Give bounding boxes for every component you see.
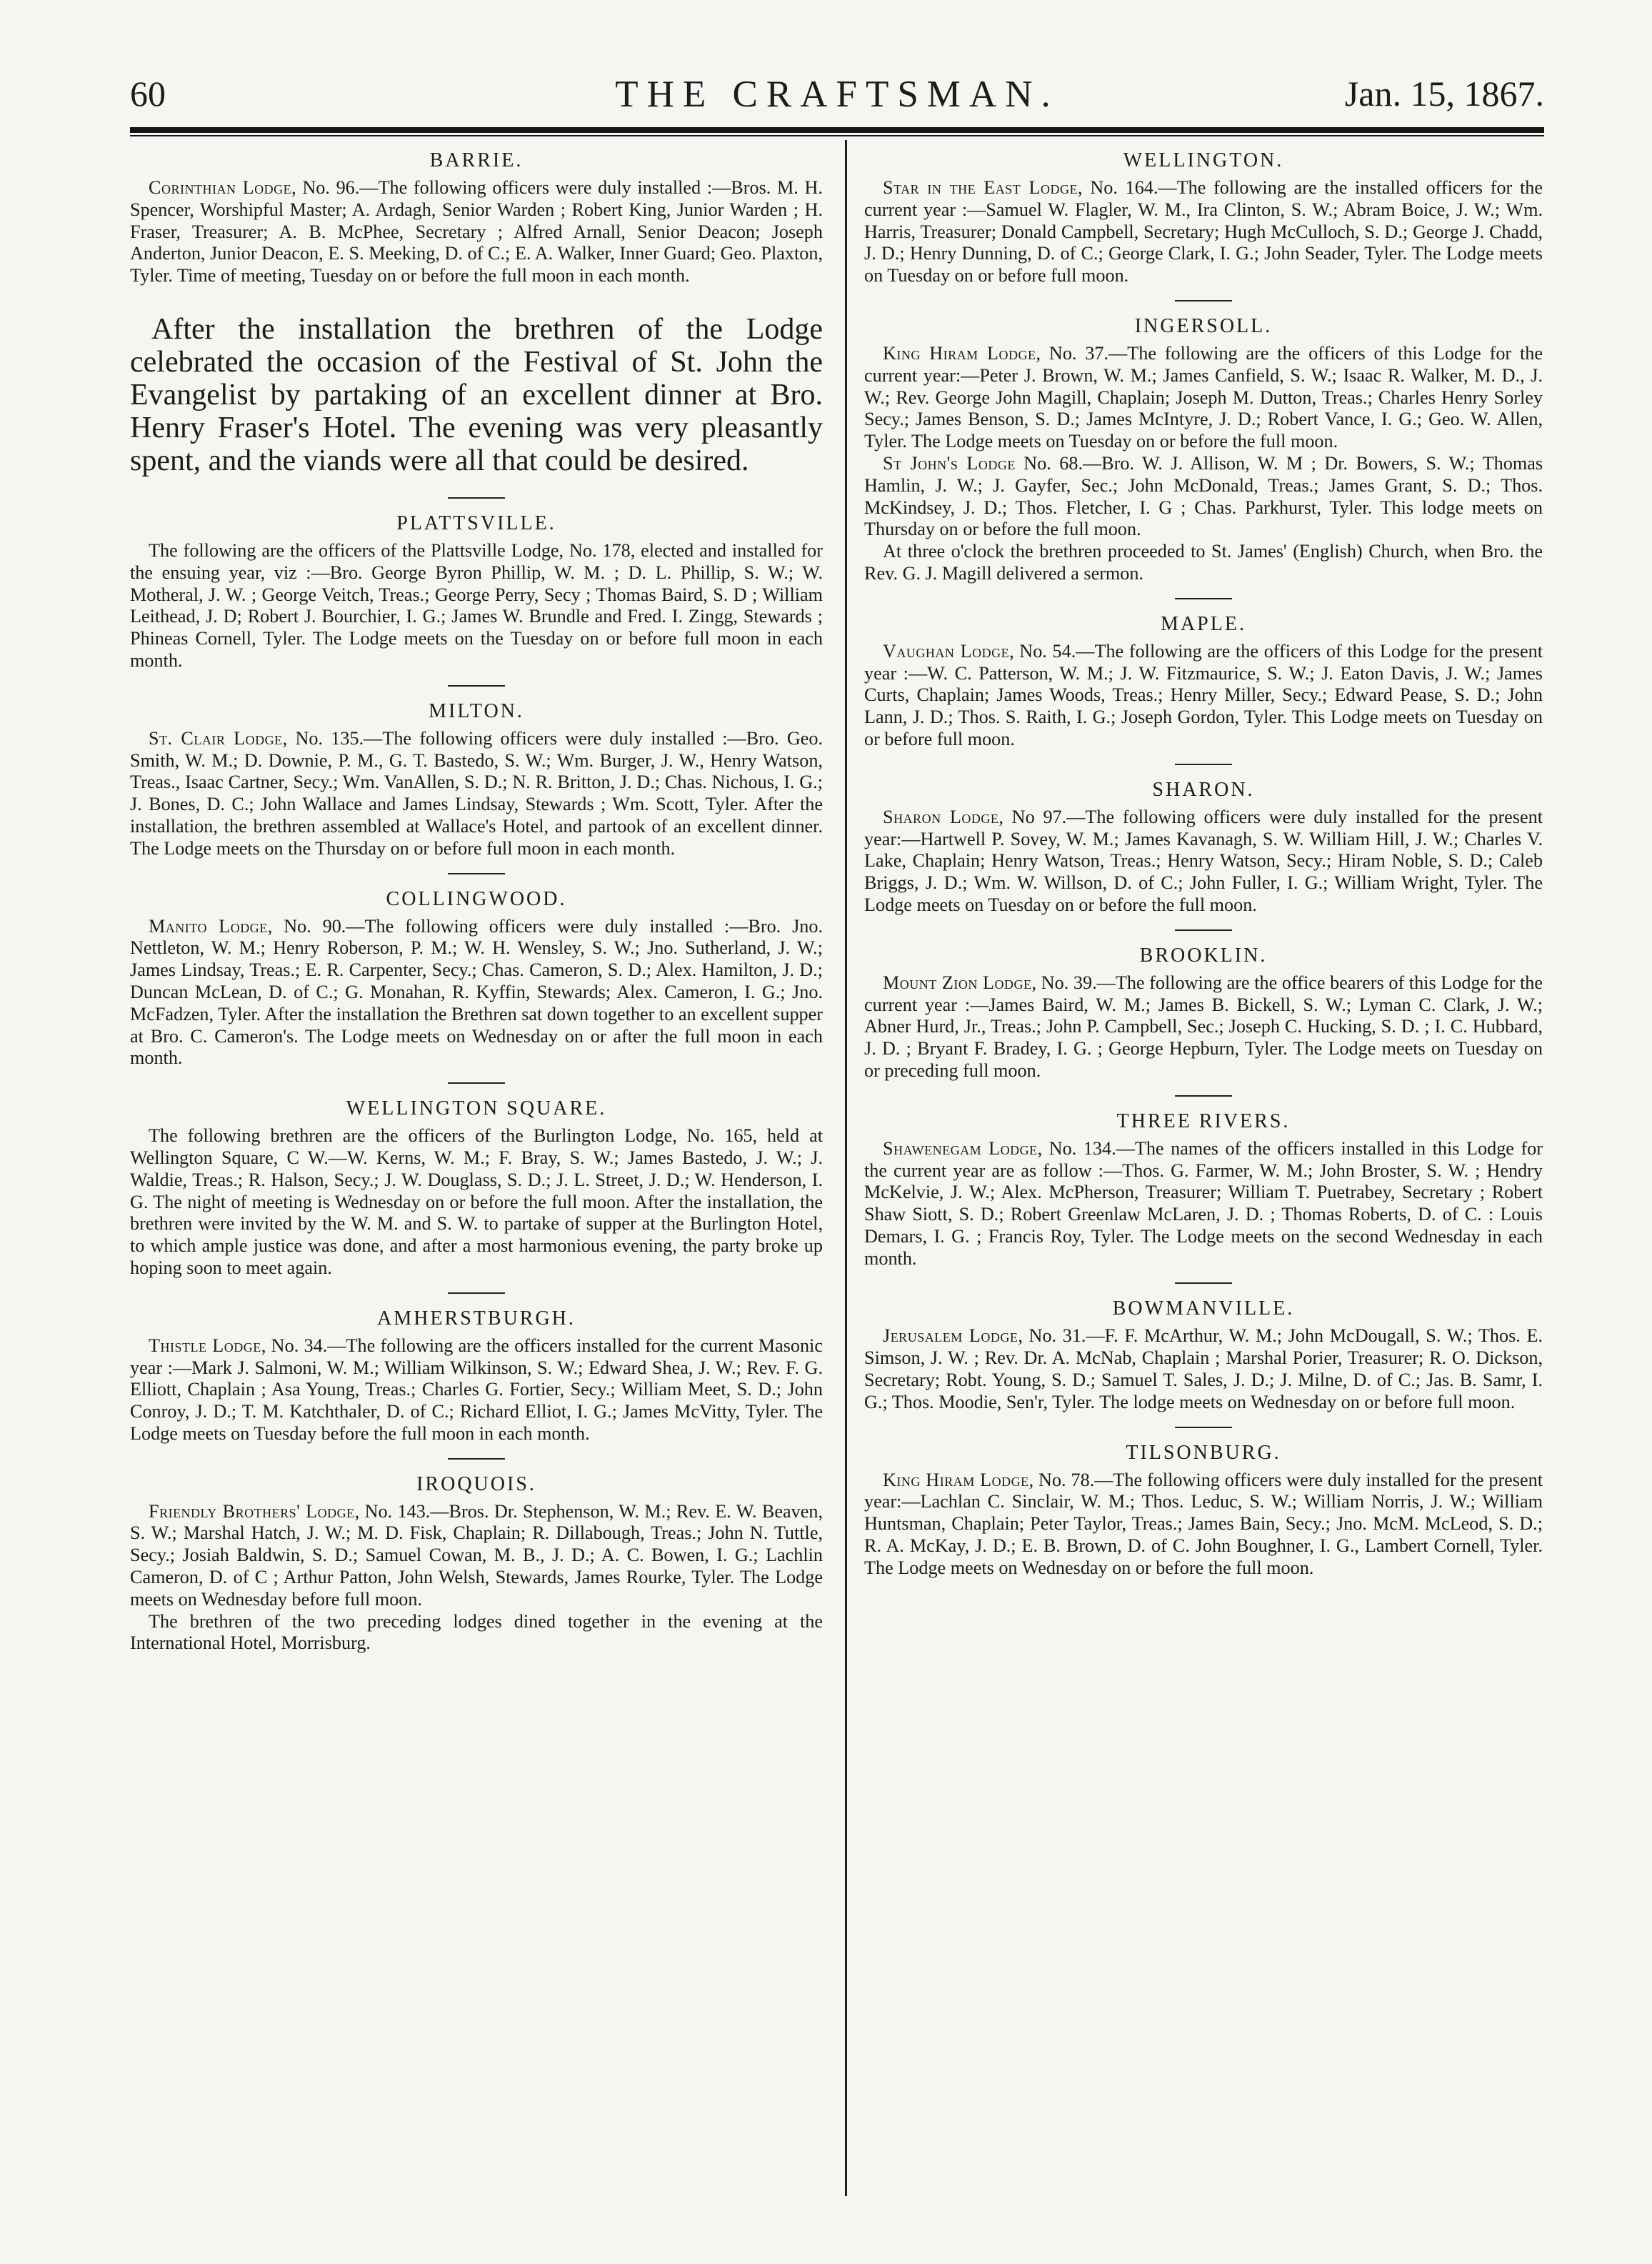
lodge-name: Corinthian Lodge [149, 177, 292, 198]
section-divider [1175, 764, 1232, 765]
paragraph-text: , No. 37.—The following are the officers of this Lodge for the current year:—Peter J. Brown, W. M.; James Canfield, S. W.; Isaac R. Walker, M. D., J. W.; Rev. George John Magill, Chaplain; Joseph M. Dutton, Treas.; Charles Henry Sorley Secy.; James Benson, S. D.; James McIntyre, J. D.; Robert Vance, I. G.; Geo. W. Allen, Tyler. The Lodge meets on Tuesday on or before the full moon. [864, 342, 1543, 452]
paragraph-text: , No. 31.—F. F. McArthur, W. M.; John McDougall, S. W.; Thos. E. Simson, J. W. ; Rev. Dr. A. McNab, Chaplain ; Marshal Porier, Treasurer; R. O. Dickson, Secretary; Robt. Young, S. D.; Samuel T. Sales, J. D.; J. Milne, D. of C.; Jas. B. Samr, I. G.; Thos. Moodie, Sen'r, Tyler. The lodge meets on Wednesday on or before full moon. [864, 1325, 1543, 1412]
article-paragraph [130, 540, 823, 672]
section-heading: AMHERSTBURGH. [377, 1307, 576, 1330]
lodge-name: King Hiram Lodge [883, 1469, 1029, 1490]
article-section [864, 1297, 1543, 1413]
section-heading: COLLINGWOOD. [386, 887, 567, 910]
article-paragraph [130, 1501, 823, 1611]
article-paragraph [130, 177, 823, 287]
article-paragraph [864, 541, 1543, 585]
paragraph-text: At three o'clock the brethren proceeded to St. James' (English) Church, when Bro. the Rev. G. J. Magill delivered a sermon. [864, 541, 1543, 584]
lodge-name: St. Clair Lodge [149, 727, 283, 749]
lodge-name: Jerusalem Lodge [883, 1325, 1018, 1347]
section-divider [1175, 929, 1232, 931]
section-divider [448, 1458, 505, 1460]
section-divider [448, 685, 505, 687]
paragraph-text: , No. 54.—The following are the officers of this Lodge for the present year :—W. C. Patterson, W. M.; J. W. Fitzmaurice, S. W.; J. Eaton Davis, J. W.; James Curts, Chaplain; James Woods, Treas.; Henry Miller, Secy.; Edward Pease, S. D.; John Lann, J. D.; Thos. S. Raith, I. G.; Joseph Gordon, Tyler. This Lodge meets on Tuesday on or before full moon. [864, 640, 1543, 749]
lodge-name: Star in the East Lodge [883, 177, 1078, 198]
header-rule-thick [130, 127, 1544, 133]
section-heading: SHARON. [1152, 778, 1255, 801]
lodge-name: Manito Lodge [149, 915, 268, 937]
article-section [130, 512, 823, 672]
article-section [130, 1307, 823, 1445]
section-divider [448, 1292, 505, 1294]
article-section [864, 778, 1543, 917]
paragraph-text: , No. 39.—The following are the office bearers of this Lodge for the current year :—James Baird, W. M.; James B. Bickell, S. W.; Lyman C. Clark, J. W.; Abner Hurd, Jr., Treas.; John P. Campbell, Sec.; Joseph C. Hucking, S. D. ; I. C. Hubbard, J. D. ; Bryant F. Bradey, I. G. ; George Hepburn, Tyler. The Lodge meets on Tuesday on or preceding full moon. [864, 972, 1543, 1081]
lodge-name: St John's Lodge [883, 452, 1016, 474]
section-divider [448, 1082, 505, 1084]
section-divider [1175, 1095, 1232, 1097]
article-section [864, 944, 1543, 1082]
section-heading: MILTON. [429, 699, 524, 722]
paragraph-text: The brethren of the two preceding lodges dined together in the evening at the International Hotel, Morrisburg. [130, 1610, 823, 1654]
article-paragraph [130, 1611, 823, 1655]
article-section [864, 612, 1543, 751]
publication-title: THE CRAFTSMAN. [615, 74, 1059, 115]
paragraph-text: , No. 135.—The following officers were duly installed :—Bro. Geo. Smith, W. M.; D. Downie, P. M., G. T. Bastedo, S. W.; Wm. Burger, J. W., Henry Watson, Treas., Isaac Cartner, Secy.; Wm. VanAllen, S. D.; N. R. Britton, J. D.; Chas. Nichous, I. G.; J. Bones, D. C.; John Wallace and James Lindsay, Stewards ; Wm. Scott, Tyler. After the installation, the brethren assembled at Wallace's Hotel, and partook of an excellent dinner. The Lodge meets on the Thursday on or before full moon in each month. [130, 727, 823, 859]
article-paragraph [864, 1138, 1543, 1270]
article-section [864, 314, 1543, 585]
section-divider [448, 873, 505, 874]
article-section [130, 149, 823, 477]
large-print-paragraph: After the installation the brethren of the Lodge celebrated the occasion of the Festival of St. John the Evangelist by partaking of an excellent dinner at Bro. Henry Fraser's Hotel. The evening was very pleasantly spent, and the viands were all that could be desired. [130, 312, 823, 477]
section-divider [1175, 1282, 1232, 1284]
article-paragraph [864, 641, 1543, 751]
article-paragraph [130, 728, 823, 860]
section-divider [448, 497, 505, 499]
section-heading: WELLINGTON. [1123, 149, 1284, 171]
page-number: 60 [130, 74, 166, 114]
lodge-name: Sharon Lodge [883, 806, 999, 827]
lodge-name: Friendly Brothers' Lodge [149, 1500, 355, 1522]
article-paragraph [864, 343, 1543, 453]
paragraph-text: , No. 90.—The following officers were duly installed :—Bro. Jno. Nettleton, W. M.; Henry Roberson, P. M.; W. H. Wensley, S. W.; Jno. Sutherland, J. W.; James Lindsay, Treas.; E. R. Carpenter, Secy.; Chas. Cameron, S. D.; Alex. Hamilton, J. D.; Duncan McLean, D. of C.; G. Monahan, R. Kyffin, Stewards; Alex. Cameron, I. G.; Jno. McFadzen, Tyler. After the installation the Brethren sat down together to an excellent supper at Bro. C. Cameron's. The Lodge meets on Wednesday on or after the full moon in each month. [130, 915, 823, 1069]
article-paragraph [864, 972, 1543, 1082]
paragraph-text: No. 68.—Bro. W. J. Allison, W. M ; Dr. Bowers, S. W.; Thomas Hamlin, J. W.; J. Gayfer, Sec.; John McDonald, Treas.; James Grant, S. D.; Thos. McKindsey, J. D.; Thos. Fletcher, I. G ; Chas. Parkhurst, Tyler. This lodge meets on Thursday on or before the full moon. [864, 452, 1543, 540]
page-header [130, 73, 1544, 123]
paragraph-text: , No. 96.—The following officers were duly installed :—Bros. M. H. Spencer, Worshipful Master; A. Ardagh, Senior Warden ; Robert King, Junior Warden ; H. Fraser, Treasurer; A. B. McPhee, Secretary ; Alfred Arnall, Senior Deacon; Joseph Anderton, Junior Deacon, E. S. Meeking, D. of C.; E. A. Walker, Inner Guard; Geo. Plaxton, Tyler. Time of meeting, Tuesday on or before the full moon in each month. [130, 177, 823, 286]
lodge-name: Thistle Lodge [149, 1335, 261, 1356]
article-paragraph [864, 453, 1543, 541]
article-paragraph [130, 1125, 823, 1280]
section-heading: BOWMANVILLE. [1112, 1297, 1295, 1320]
article-paragraph [130, 916, 823, 1070]
lodge-name: Shawenegam Lodge [883, 1137, 1038, 1159]
section-heading: MAPLE. [1161, 612, 1246, 635]
section-heading: BROOKLIN. [1139, 944, 1268, 967]
section-heading: IROQUOIS. [416, 1472, 536, 1495]
article-section [130, 887, 823, 1070]
section-divider [1175, 1427, 1232, 1428]
right-column [864, 141, 1543, 1580]
paragraph-text: , No. 78.—The following officers were duly installed for the present year:—Lachlan C. Sinclair, W. M.; Thos. Leduc, S. W.; William Norris, J. W.; William Huntsman, Chaplain; Peter Taylor, Treas.; James Bain, Secy.; Jno. McM. McLeod, S. D.; R. A. McKay, J. D.; E. B. Brown, D. of C. John Boughner, I. G., Lambert Cornell, Tyler. The Lodge meets on Wednesday on or before the full moon. [864, 1469, 1543, 1578]
article-section [130, 1097, 823, 1280]
section-heading: WELLINGTON SQUARE. [346, 1097, 607, 1120]
article-paragraph [130, 1335, 823, 1445]
header-rule-thin [130, 135, 1544, 136]
article-section [130, 1472, 823, 1655]
article-section [864, 1441, 1543, 1580]
issue-date: Jan. 15, 1867. [1344, 74, 1544, 114]
section-heading: BARRIE. [429, 149, 524, 171]
section-divider [1175, 598, 1232, 599]
article-section [864, 1109, 1543, 1270]
lodge-name: Mount Zion Lodge [883, 972, 1032, 993]
paragraph-text: , No. 34.—The following are the officers installed for the current Masonic year :—Mark J. Salmoni, W. M.; William Wilkinson, S. W.; Edward Shea, J. W.; Rev. F. G. Elliott, Chaplain ; Asa Young, Treas.; Charles G. Fortier, Secy.; William Meet, S. D.; John Conroy, J. D.; T. M. Katchthaler, D. of C.; Richard Elliot, I. G.; James McVitty, Tyler. The Lodge meets on Tuesday before the full moon in each month. [130, 1335, 823, 1444]
paragraph-text: The following are the officers of the Plattsville Lodge, No. 178, elected and installed for the ensuing year, viz :—Bro. George Byron Phillip, W. M. ; D. L. Phillip, S. W.; W. Motheral, J. W. ; George Veitch, Treas.; George Perry, Secy ; Thomas Baird, S. D ; William Leithead, J. D; Robert J. Bourchier, I. G.; James W. Brundle and Fred. I. Zingg, Stewards ; Phineas Cornell, Tyler. The Lodge meets on the Tuesday on or before full moon in each month. [130, 539, 823, 671]
paragraph-text: , No. 134.—The names of the officers installed in this Lodge for the current year are as follow :—Thos. G. Farmer, W. M.; John Broster, S. W. ; Hendry McKelvie, J. W.; Alex. McPherson, Treasurer; William T. Puetrabey, Secretary ; Robert Shaw Siott, S. D.; Robert Greenlaw McLaren, J. D. ; Thomas Roberts, D. of C. : Louis Demars, I. G. ; Francis Roy, Tyler. The Lodge meets on the second Wednesday in each month. [864, 1137, 1543, 1269]
column-divider [845, 140, 847, 2196]
section-heading: PLATTSVILLE. [396, 512, 556, 534]
section-heading: THREE RIVERS. [1116, 1109, 1291, 1132]
lodge-name: King Hiram Lodge [883, 342, 1036, 364]
article-paragraph [864, 177, 1543, 287]
section-heading: TILSONBURG. [1126, 1441, 1281, 1464]
article-paragraph [864, 807, 1543, 917]
paragraph-text: , No. 143.—Bros. Dr. Stephenson, W. M.; Rev. E. W. Beaven, S. W.; Marshal Hatch, J. W.; M. D. Fisk, Chaplain; R. Dillabough, Treas.; John N. Tuttle, Secy.; Josiah Baldwin, S. D.; Samuel Cowan, M. B., J. D.; A. C. Bowen, I. G.; Lachlin Cameron, D. of C ; Arthur Patton, John Welsh, Stewards, James Rourke, Tyler. The Lodge meets on Wednesday before full moon. [130, 1500, 824, 1610]
article-paragraph [864, 1325, 1543, 1413]
section-heading: INGERSOLL. [1134, 314, 1273, 337]
left-column [130, 141, 823, 1655]
section-divider [1175, 300, 1232, 301]
article-section [130, 699, 823, 860]
paragraph-text: , No. 164.—The following are the installed officers for the current year :—Samuel W. Flagler, W. M., Ira Clinton, S. W.; Abram Boice, J. W.; Wm. Harris, Treasurer; Donald Campbell, Secretary; Hugh McCulloch, S. D.; George J. Chadd, J. D.; Henry Dunning, D. of C.; George Clark, I. G.; John Seader, Tyler. The Lodge meets on Tuesday on or before full moon. [864, 177, 1543, 286]
article-section [864, 149, 1543, 287]
article-paragraph [864, 1470, 1543, 1580]
paragraph-text: The following brethren are the officers of the Burlington Lodge, No. 165, held at Wellington Square, C W.—W. Kerns, W. M.; F. Bray, S. W.; James Bastedo, J. W.; J. Waldie, Treas.; R. Halson, Secy.; J. W. Douglass, S. D.; J. L. Street, J. D.; W. Henderson, I. G. The night of meeting is Wednesday on or before the full moon. After the installation, the brethren were invited by the W. M. and S. W. to partake of supper at the Burlington Hotel, to which ample justice was done, and after a most harmonious evening, the party broke up hoping soon to meet again. [130, 1125, 823, 1278]
lodge-name: Vaughan Lodge [883, 640, 1010, 662]
paragraph-text: , No 97.—The following officers were duly installed for the present year:—Hartwell P. Sovey, W. M.; James Kavanagh, S. W. William Hill, J. W.; Charles V. Lake, Chaplain; Henry Watson, Treas.; Henry Watson, Secy.; Hiram Noble, S. D.; Caleb Briggs, J. D.; Wm. W. Willson, D. of C.; John Fuller, I. G.; William Wright, Tyler. The Lodge meets on Tuesday on or before the full moon. [864, 806, 1543, 915]
